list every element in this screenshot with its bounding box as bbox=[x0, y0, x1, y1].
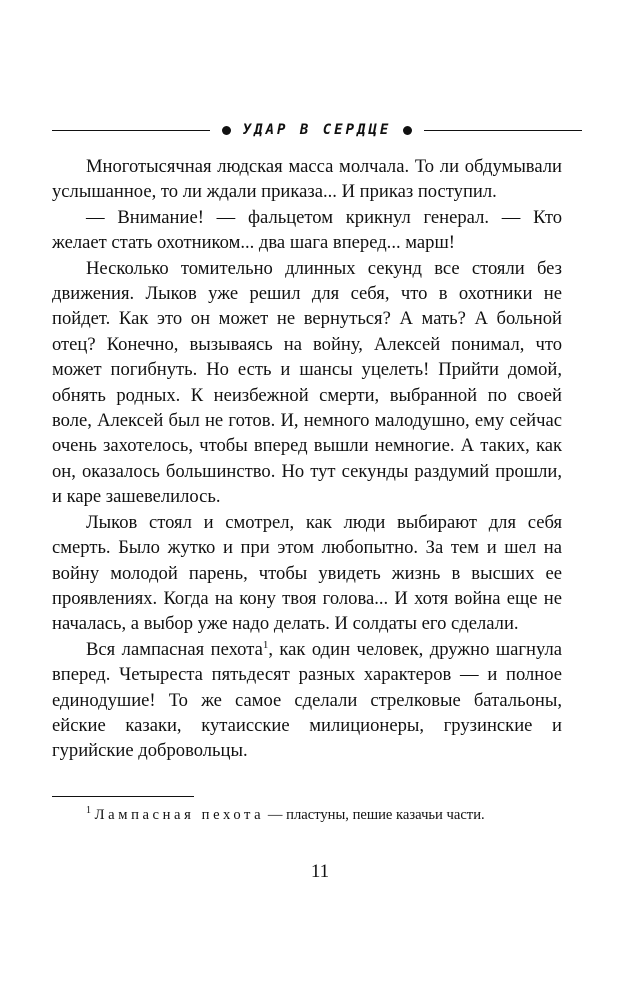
running-title: УДАР В СЕРДЦЕ bbox=[242, 122, 392, 138]
paragraph: Несколько томительно длинных секунд все стояли без движения. Лыков уже решил для себя, что в охотники не пойдет. Как это он может не вернуться? А мать? А больной отец? Конечно, вызываясь на войну, Алексей понимал, что может погибнуть. Но есть и шансы уцелеть! Прийти домой, обнять родных. К неизбежной смерти, выбранной по своей воле, Алексей был не готов. И, немного малодушно, ему сейчас очень захотелось, чтобы вперед вышли немногие. А таких, как он, оказалось большинство. Но тут секунды раздумий прошли, и каре зашевелилось. bbox=[52, 257, 562, 508]
header-bullet-left bbox=[222, 126, 231, 135]
footnote-separator bbox=[52, 796, 194, 797]
page-number: 11 bbox=[310, 861, 330, 882]
paragraph: — Внимание! — фальцетом крикнул генерал. — Кто желает стать охотником... два шага вперед... марш! bbox=[52, 206, 562, 254]
paragraph: Лыков стоял и смотрел, как люди выбирают для себя смерть. Было жутко и при этом любопытно. За тем и шел на войну молодой парень, чтобы увидеть жизнь в высших ее проявлениях. Когда на кону твоя голова... И хотя война еще не началась, а выбор уже надо делать. И солдаты его сделали. bbox=[52, 511, 562, 635]
paragraph-text: Вся лампасная пехота bbox=[86, 638, 263, 660]
paragraph-text: , как один человек, дружно шагнула вперед. Четыреста пятьдесят разных характеров — и полное единодушие! То же самое сделали стрелковые батальоны, ейские казаки, кутаисские милиционеры, грузинские и гурийские добровольцы. bbox=[52, 638, 562, 762]
paragraph bbox=[52, 637, 562, 764]
header-rule-left bbox=[52, 130, 210, 131]
footnote-term: Лампасная пехота bbox=[94, 807, 265, 823]
running-header bbox=[52, 118, 582, 142]
footnote bbox=[52, 804, 562, 827]
footnote-reference[interactable]: 1 bbox=[262, 638, 269, 651]
body-text bbox=[52, 154, 562, 764]
header-rule-right bbox=[424, 130, 582, 131]
header-bullet-right bbox=[403, 126, 412, 135]
footnote-mark: 1 bbox=[86, 805, 91, 817]
footnote-definition: — пластуны, пешие казачьи части. bbox=[264, 807, 485, 823]
paragraph: Многотысячная людская масса молчала. То ли обдумывали услышанное, то ли ждали приказа... И приказ поступил. bbox=[52, 156, 562, 203]
